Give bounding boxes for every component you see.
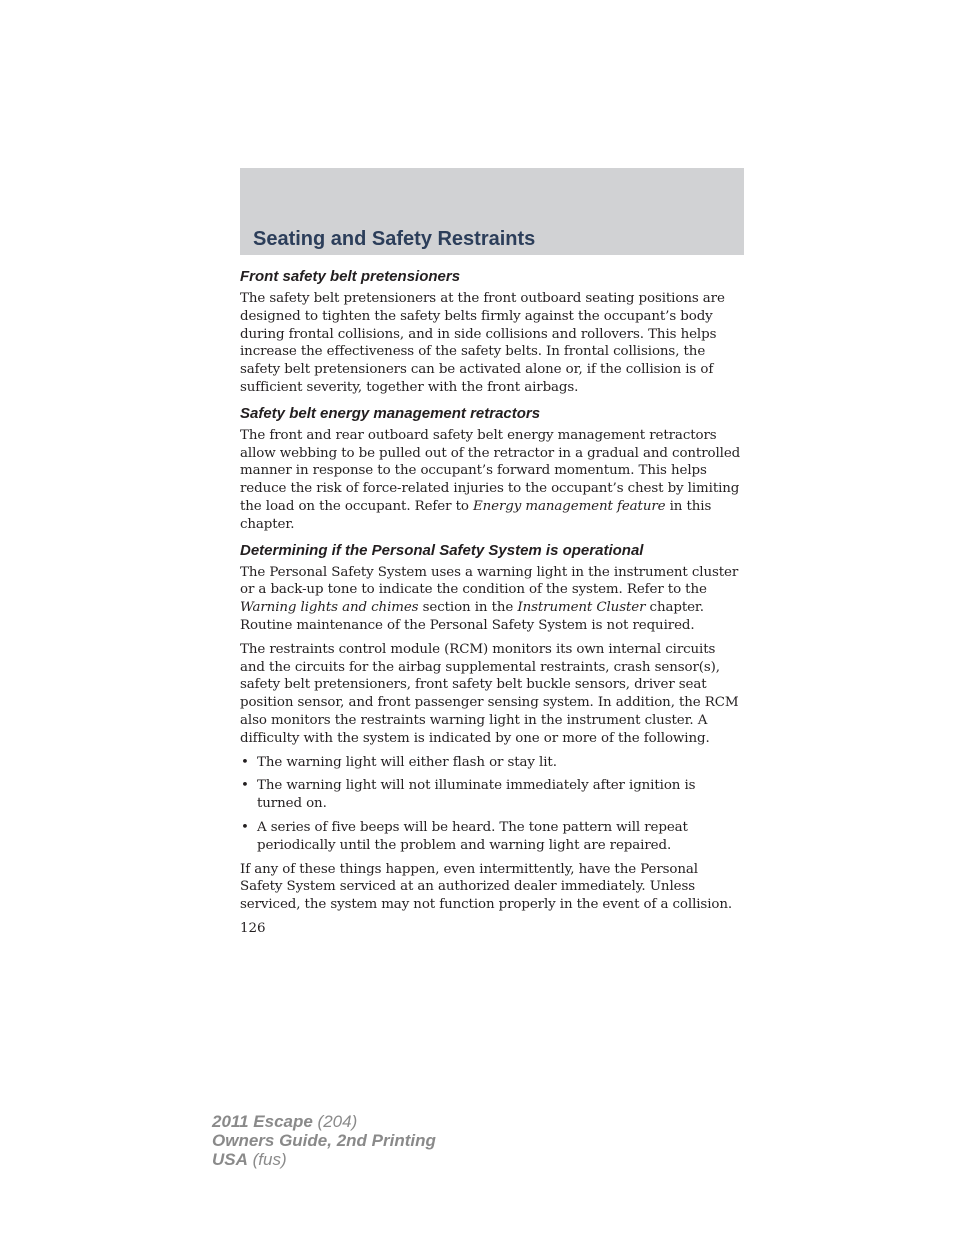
paragraph-retractors (240, 427, 744, 534)
footer-line-3 (212, 1150, 436, 1169)
paragraph-operational-2: The restraints control module (RCM) monitors its own internal circuits and the circuits for the airbag supplemental restraints, crash sensor(s), safety belt pretensioners, front safety belt buckle sensors, driver seat position sensor, and front passenger sensing system. In addition, the RCM also monitors the restraints warning light in the instrument cluster. A difficulty with the system is indicated by one or more of the following. (240, 641, 739, 746)
footer-market: USA (212, 1150, 248, 1169)
page-content (240, 266, 744, 938)
operational-text-a: The Personal Safety System uses a warning light in the instrument cluster or a back-up tone to indicate the condition of the system. Refer to the (240, 564, 739, 598)
heading-operational: Determining if the Personal Safety System is operational (240, 541, 644, 559)
footer-model: 2011 Escape (212, 1112, 313, 1131)
footer-market-code: (fus) (247, 1150, 287, 1169)
symptom-list (240, 754, 744, 855)
list-item (240, 754, 744, 772)
retractors-text-b: in this chapter. (240, 498, 712, 532)
heading-pretensioners: Front safety belt pretensioners (240, 268, 461, 285)
operational-text-b: section in the (418, 600, 518, 616)
section-title: Seating and Safety Restraints (253, 228, 536, 250)
list-item (240, 777, 744, 813)
section-header-band (240, 168, 744, 255)
retractors-text-a: The front and rear outboard safety belt energy management retractors allow webbing to be pulled out of the retractor in a gradual and controlled manner in response to the occupant’s forward momentum. This helps reduce the risk of force-related injuries to the occupant’s chest by limiting the load on the occupant. Refer to (240, 427, 741, 514)
paragraph-operational-3: If any of these things happen, even intermittently, have the Personal Safety System serviced at an authorized dealer immediately. Unless serviced, the system may not function properly in the event of a collision. (240, 861, 733, 913)
footer-line-2: Owners Guide, 2nd Printing (212, 1131, 436, 1150)
heading-retractors: Safety belt energy management retractors (240, 404, 541, 422)
paragraph-operational-1 (240, 564, 744, 635)
list-item-text: The warning light will either flash or stay lit. (257, 754, 557, 770)
footer-imprint (212, 1112, 436, 1169)
bullet-icon: • (241, 778, 249, 794)
list-item-text: The warning light will not illuminate immediately after ignition is turned on. (257, 778, 696, 812)
reference-instrument-cluster: Instrument Cluster (517, 600, 646, 616)
operational-text-c: chapter. Routine maintenance of the Personal Safety System is not required. (240, 600, 704, 633)
bullet-icon: • (241, 754, 249, 770)
page-number: 126 (240, 920, 266, 936)
footer-model-code: (204) (312, 1112, 358, 1131)
reference-energy-management: Energy management feature (472, 498, 666, 514)
reference-warning-lights: Warning lights and chimes (240, 600, 419, 616)
list-item-text: A series of five beeps will be heard. The tone pattern will repeat periodically until the problem and warning light are repaired. (257, 819, 688, 853)
list-item (240, 819, 744, 855)
bullet-icon: • (241, 819, 249, 835)
paragraph-pretensioners: The safety belt pretensioners at the front outboard seating positions are designed to tighten the safety belts firmly against the occupant’s body during frontal collisions, and in side collisions and rollovers. This helps increase the effectiveness of the safety belts. In frontal collisions, the safety belt pretensioners can be activated alone or, if the collision is of sufficient severity, together with the front airbags. (240, 291, 725, 395)
footer-line-1 (212, 1112, 436, 1131)
